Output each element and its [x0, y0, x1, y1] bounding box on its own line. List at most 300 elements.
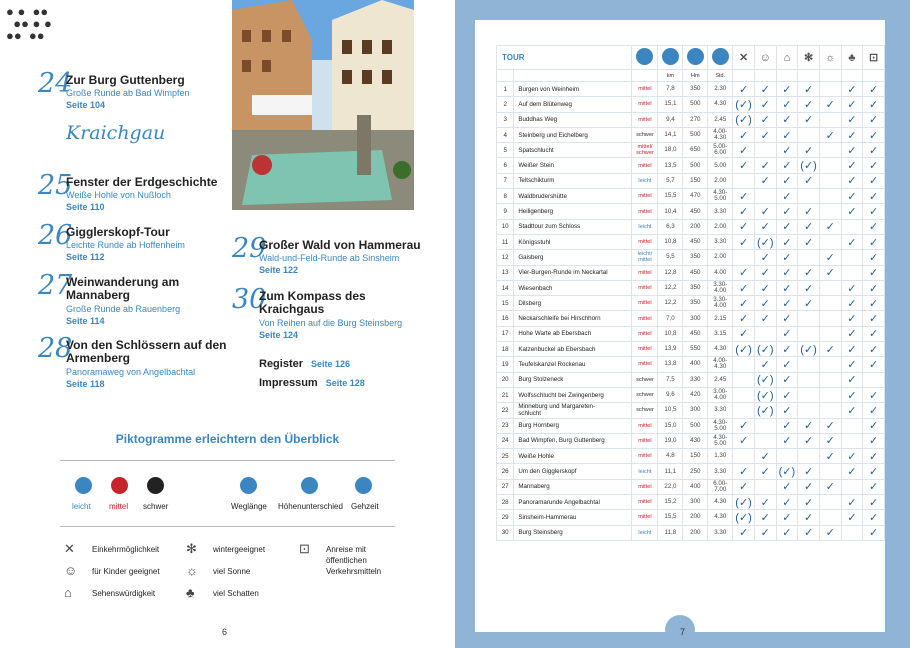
row-name: Stadttour zum Schloss: [514, 219, 632, 234]
row-winter: ✓: [798, 173, 820, 188]
row-elevation: 150: [683, 173, 708, 188]
length-icon: [240, 477, 257, 494]
row-time: 3.30: [708, 464, 733, 479]
row-dining: ✓: [733, 234, 755, 249]
row-time: 3.30- 4.00: [708, 296, 733, 311]
row-length: 18,0: [658, 143, 683, 158]
row-elevation: 200: [683, 219, 708, 234]
row-time: 1.30: [708, 449, 733, 464]
table-row: [497, 158, 885, 173]
row-transit: ✓: [863, 143, 885, 158]
row-number: 23: [497, 418, 514, 433]
row-elevation: 300: [683, 403, 708, 418]
elevation-col-icon: [683, 46, 708, 70]
winter-icon: ✻: [186, 541, 197, 556]
row-difficulty: mittel: [632, 510, 658, 525]
row-number: 18: [497, 342, 514, 357]
row-sun: ✓: [819, 479, 841, 494]
row-sights: ✓: [776, 250, 798, 265]
table-row: [497, 204, 885, 219]
row-sun: [819, 387, 841, 402]
table-row: [497, 326, 885, 341]
tour-subtitle: Große Runde ab Bad Wimpfen: [66, 88, 190, 98]
tour-number: 25: [38, 170, 73, 201]
row-name: Königsstuhl: [514, 234, 632, 249]
row-time: 2.15: [708, 311, 733, 326]
row-name: Mannaberg: [514, 479, 632, 494]
row-kids: ✓: [754, 464, 776, 479]
table-row: [497, 265, 885, 280]
divider: [60, 526, 395, 527]
row-kids: ✓: [754, 510, 776, 525]
right-page: [455, 0, 910, 648]
row-kids: [754, 418, 776, 433]
row-length: 13,8: [658, 357, 683, 372]
table-row: [497, 418, 885, 433]
row-winter: [798, 372, 820, 387]
row-dining: (✓): [733, 495, 755, 510]
row-number: 30: [497, 525, 514, 540]
row-time: 2.00: [708, 219, 733, 234]
row-time: 6.00- 7.00: [708, 479, 733, 494]
row-dining: [733, 403, 755, 418]
row-sights: [776, 449, 798, 464]
row-time: 5.00: [708, 158, 733, 173]
row-shade: ✓: [841, 342, 863, 357]
row-name: Burg Hornberg: [514, 418, 632, 433]
row-dining: ✓: [733, 82, 755, 97]
row-transit: ✓: [863, 250, 885, 265]
row-dining: ✓: [733, 479, 755, 494]
row-time: 3.30: [708, 403, 733, 418]
tour-title: Von den Schlössern auf den: [66, 338, 227, 352]
row-elevation: 200: [683, 510, 708, 525]
row-dining: ✓: [733, 525, 755, 540]
row-length: 13,5: [658, 158, 683, 173]
row-sun: [819, 204, 841, 219]
row-sights: ✓: [776, 510, 798, 525]
row-number: 11: [497, 234, 514, 249]
row-difficulty: mittel: [632, 357, 658, 372]
row-dining: ✓: [733, 296, 755, 311]
row-difficulty: schwer: [632, 403, 658, 418]
row-difficulty: mittel: [632, 158, 658, 173]
row-difficulty: mittel: [632, 82, 658, 97]
row-dining: [733, 173, 755, 188]
row-elevation: 500: [683, 127, 708, 142]
row-difficulty: mittel: [632, 449, 658, 464]
row-kids: (✓): [754, 234, 776, 249]
row-winter: ✓: [798, 464, 820, 479]
row-sights: ✓: [776, 326, 798, 341]
row-shade: ✓: [841, 280, 863, 295]
tour-title-line2: Kraichgaus: [259, 302, 325, 316]
row-difficulty: leicht: [632, 464, 658, 479]
row-transit: ✓: [863, 97, 885, 112]
row-winter: ✓: [798, 525, 820, 540]
row-kids: ✓: [754, 204, 776, 219]
sun-label: viel Sonne: [213, 567, 251, 576]
row-difficulty: mittel: [632, 265, 658, 280]
row-kids: ✓: [754, 311, 776, 326]
row-sights: (✓): [776, 464, 798, 479]
time-icon: [355, 477, 372, 494]
row-shade: ✓: [841, 112, 863, 127]
row-winter: ✓: [798, 418, 820, 433]
row-difficulty: schwer: [632, 372, 658, 387]
row-sun: [819, 326, 841, 341]
table-row: [497, 525, 885, 540]
time-label: Gehzeit: [351, 502, 379, 511]
tour-subtitle: Leichte Runde ab Hoffenheim: [66, 240, 185, 250]
divider: [60, 460, 395, 461]
row-elevation: 430: [683, 433, 708, 448]
row-sun: [819, 495, 841, 510]
row-kids: ✓: [754, 219, 776, 234]
row-winter: ✓: [798, 265, 820, 280]
row-sights: ✓: [776, 387, 798, 402]
row-dining: ✓: [733, 189, 755, 204]
row-dining: [733, 387, 755, 402]
row-number: 24: [497, 433, 514, 448]
row-length: 10,4: [658, 204, 683, 219]
pictogram-heading: Piktogramme erleichtern den Überblick: [115, 432, 340, 446]
table-row: [497, 112, 885, 127]
row-sights: ✓: [776, 97, 798, 112]
kids-icon: ☺: [754, 46, 776, 70]
row-transit: ✓: [863, 357, 885, 372]
row-name: Heiligenberg: [514, 204, 632, 219]
difficulty-medium-icon: [111, 477, 128, 494]
row-sights: ✓: [776, 189, 798, 204]
tour-title: Zum Kompass des: [259, 289, 366, 303]
row-difficulty: schwer: [632, 387, 658, 402]
row-time: 4.00: [708, 265, 733, 280]
row-elevation: 650: [683, 143, 708, 158]
row-shade: ✓: [841, 127, 863, 142]
row-elevation: 450: [683, 326, 708, 341]
tour-title-line2: Mannaberg: [66, 288, 131, 302]
row-sights: ✓: [776, 173, 798, 188]
row-sun: [819, 189, 841, 204]
row-winter: ✓: [798, 204, 820, 219]
row-number: 6: [497, 158, 514, 173]
sights-icon: ⌂: [64, 585, 72, 600]
tour-subtitle: Von Reihen auf die Burg Steinsberg: [259, 318, 403, 328]
row-transit: ✓: [863, 387, 885, 402]
row-length: 15,5: [658, 189, 683, 204]
tour-page: Seite 124: [259, 330, 299, 340]
register-label: Register: [259, 358, 304, 370]
table-row: [497, 357, 885, 372]
row-kids: [754, 433, 776, 448]
row-length: 7,5: [658, 372, 683, 387]
row-shade: ✓: [841, 372, 863, 387]
dining-icon: ✕: [733, 46, 755, 70]
row-elevation: 350: [683, 82, 708, 97]
row-sun: [819, 234, 841, 249]
row-elevation: 330: [683, 372, 708, 387]
dining-label: Einkehrmöglichkeit: [92, 545, 160, 554]
row-number: 27: [497, 479, 514, 494]
elevation-label: Höhenunterschied: [278, 502, 343, 511]
row-difficulty: mittel: [632, 326, 658, 341]
table-row: [497, 127, 885, 142]
row-number: 29: [497, 510, 514, 525]
row-dining: (✓): [733, 112, 755, 127]
row-winter: [798, 387, 820, 402]
row-winter: ✓: [798, 296, 820, 311]
difficulty-hard-icon: [147, 477, 164, 494]
page-number: 7: [680, 627, 686, 637]
row-time: 2.30: [708, 82, 733, 97]
difficulty-medium-label: mittel: [109, 502, 129, 511]
row-transit: ✓: [863, 219, 885, 234]
row-winter: ✓: [798, 495, 820, 510]
row-difficulty: leicht: [632, 525, 658, 540]
table-row: [497, 280, 885, 295]
row-sights: ✓: [776, 143, 798, 158]
row-time: 3.30: [708, 204, 733, 219]
row-transit: ✓: [863, 158, 885, 173]
row-length: 15,0: [658, 418, 683, 433]
row-number: 7: [497, 173, 514, 188]
row-transit: ✓: [863, 127, 885, 142]
row-name: Wiesenbach: [514, 280, 632, 295]
row-length: 13,9: [658, 342, 683, 357]
row-name: Panoramarunde Angelbachtal: [514, 495, 632, 510]
row-sun: [819, 82, 841, 97]
row-length: 10,8: [658, 326, 683, 341]
winter-label: wintergeeignet: [213, 545, 266, 554]
page-number: 6: [222, 627, 228, 637]
row-sun: [819, 464, 841, 479]
row-difficulty: leicht/ mittel: [632, 250, 658, 265]
row-sights: ✓: [776, 433, 798, 448]
row-sights: ✓: [776, 112, 798, 127]
row-number: 28: [497, 495, 514, 510]
row-elevation: 350: [683, 296, 708, 311]
table-row: [497, 495, 885, 510]
row-winter: [798, 403, 820, 418]
register-link[interactable]: [259, 358, 350, 370]
row-winter: ✓: [798, 97, 820, 112]
unit-std: Std.: [708, 70, 733, 82]
row-sun: [819, 510, 841, 525]
tour-title: Weinwanderung am: [66, 275, 180, 289]
row-difficulty: mittel/ schwer: [632, 143, 658, 158]
tour-number: 28: [38, 333, 73, 364]
row-transit: ✓: [863, 234, 885, 249]
tour-title: Zur Burg Guttenberg: [66, 73, 185, 87]
row-transit: ✓: [863, 510, 885, 525]
tour-subtitle: Panoramaweg von Angelbachtal: [66, 367, 196, 377]
row-name: Burg Stolzeneck: [514, 372, 632, 387]
row-winter: [798, 127, 820, 142]
row-difficulty: mittel: [632, 280, 658, 295]
transit-icon: ⊡: [299, 541, 310, 556]
row-number: 13: [497, 265, 514, 280]
row-length: 11,1: [658, 464, 683, 479]
row-shade: [841, 418, 863, 433]
row-elevation: 450: [683, 265, 708, 280]
row-shade: ✓: [841, 189, 863, 204]
table-row: [497, 143, 885, 158]
transit-label-3: Verkehrsmitteln: [326, 567, 382, 576]
row-transit: ✓: [863, 464, 885, 479]
row-name: Bad Wimpfen, Burg Guttenberg: [514, 433, 632, 448]
row-dining: ✓: [733, 464, 755, 479]
tour-page: Seite 112: [66, 252, 105, 262]
row-sights: ✓: [776, 204, 798, 219]
row-elevation: 400: [683, 357, 708, 372]
row-time: 2.00: [708, 250, 733, 265]
row-kids: [754, 189, 776, 204]
tour-number: 27: [38, 270, 73, 301]
tour-number: 30: [232, 284, 267, 315]
tour-number: 26: [38, 220, 73, 251]
row-time: 3.15: [708, 326, 733, 341]
row-sun: ✓: [819, 97, 841, 112]
row-sights: ✓: [776, 525, 798, 540]
row-time: 4.30: [708, 495, 733, 510]
row-dining: [733, 449, 755, 464]
tour-table: [496, 45, 885, 541]
row-length: 4,8: [658, 449, 683, 464]
row-number: 22: [497, 403, 514, 418]
row-difficulty: mittel: [632, 296, 658, 311]
row-kids: [754, 479, 776, 494]
row-name: Buddhas Weg: [514, 112, 632, 127]
row-length: 7,0: [658, 311, 683, 326]
table-row: [497, 219, 885, 234]
row-difficulty: leicht: [632, 173, 658, 188]
row-number: 19: [497, 357, 514, 372]
row-time: 2.45: [708, 112, 733, 127]
kids-icon: ☺: [64, 563, 78, 578]
row-dining: [733, 372, 755, 387]
row-name: Katzenbuckel ab Ebersbach: [514, 342, 632, 357]
footprints-icon: ● ● ●● ●● ● ● ●● ●●: [6, 4, 52, 43]
sun-icon: ☼: [186, 563, 198, 578]
table-row: [497, 387, 885, 402]
row-dining: ✓: [733, 204, 755, 219]
tour-number: 24: [38, 68, 73, 99]
row-sun: [819, 112, 841, 127]
row-sights: ✓: [776, 342, 798, 357]
impressum-label: Impressum: [259, 377, 318, 389]
row-sun: ✓: [819, 127, 841, 142]
row-transit: ✓: [863, 280, 885, 295]
row-sights: ✓: [776, 495, 798, 510]
row-number: 14: [497, 280, 514, 295]
winter-icon: ✻: [798, 46, 820, 70]
row-sights: ✓: [776, 372, 798, 387]
shade-icon: ♣: [186, 585, 195, 600]
tour-subtitle: Wald-und-Feld-Runde ab Sinsheim: [259, 253, 400, 263]
row-shade: ✓: [841, 357, 863, 372]
row-sun: ✓: [819, 525, 841, 540]
row-sun: [819, 372, 841, 387]
row-time: 3.30- 4.00: [708, 280, 733, 295]
shade-label: viel Schatten: [213, 589, 259, 598]
row-sun: ✓: [819, 342, 841, 357]
table-row: [497, 234, 885, 249]
table-row: [497, 433, 885, 448]
row-dining: ✓: [733, 158, 755, 173]
row-name: Minneburg und Margareten- schlucht: [514, 403, 632, 418]
row-shade: ✓: [841, 311, 863, 326]
row-length: 22,0: [658, 479, 683, 494]
tour-title-line2: Armenberg: [66, 351, 131, 365]
row-name: Gaisberg: [514, 250, 632, 265]
table-row: [497, 296, 885, 311]
row-kids: ✓: [754, 82, 776, 97]
row-elevation: 450: [683, 204, 708, 219]
row-shade: ✓: [841, 204, 863, 219]
row-transit: ✓: [863, 173, 885, 188]
row-length: 15,1: [658, 97, 683, 112]
shade-icon: ♣: [841, 46, 863, 70]
row-kids: ✓: [754, 495, 776, 510]
row-kids: ✓: [754, 250, 776, 265]
row-time: 4.30: [708, 510, 733, 525]
row-sun: ✓: [819, 250, 841, 265]
difficulty-hard-label: schwer: [143, 502, 169, 511]
row-sun: [819, 296, 841, 311]
row-length: 15,2: [658, 495, 683, 510]
row-length: 12,2: [658, 296, 683, 311]
row-number: 4: [497, 127, 514, 142]
kids-label: für Kinder geeignet: [92, 567, 160, 576]
row-length: 15,5: [658, 510, 683, 525]
row-sun: [819, 173, 841, 188]
row-number: 8: [497, 189, 514, 204]
row-time: 4.30: [708, 97, 733, 112]
row-name: Um den Gigglerskopf: [514, 464, 632, 479]
row-sun: [819, 143, 841, 158]
row-time: 3.00- 4.00: [708, 387, 733, 402]
row-kids: (✓): [754, 372, 776, 387]
row-kids: (✓): [754, 403, 776, 418]
row-kids: ✓: [754, 127, 776, 142]
row-kids: ✓: [754, 265, 776, 280]
table-row: [497, 510, 885, 525]
table-title: TOUR: [497, 46, 632, 70]
dining-icon: ✕: [64, 541, 75, 556]
row-time: 4.30- 5.00: [708, 418, 733, 433]
row-shade: ✓: [841, 296, 863, 311]
row-transit: ✓: [863, 342, 885, 357]
row-sights: ✓: [776, 265, 798, 280]
row-kids: ✓: [754, 296, 776, 311]
row-name: Weißer Stein: [514, 158, 632, 173]
row-elevation: 350: [683, 250, 708, 265]
row-number: 9: [497, 204, 514, 219]
row-sun: ✓: [819, 418, 841, 433]
row-name: Wolfsschlucht bei Zwingenberg: [514, 387, 632, 402]
row-time: 4.00- 4.30: [708, 357, 733, 372]
row-sights: ✓: [776, 357, 798, 372]
table-row: [497, 464, 885, 479]
row-transit: [863, 372, 885, 387]
row-name: Sinsheim-Hammerau: [514, 510, 632, 525]
row-shade: ✓: [841, 495, 863, 510]
row-dining: ✓: [733, 127, 755, 142]
row-difficulty: mittel: [632, 189, 658, 204]
unit-hm: Hm: [683, 70, 708, 82]
impressum-link[interactable]: [259, 377, 365, 389]
